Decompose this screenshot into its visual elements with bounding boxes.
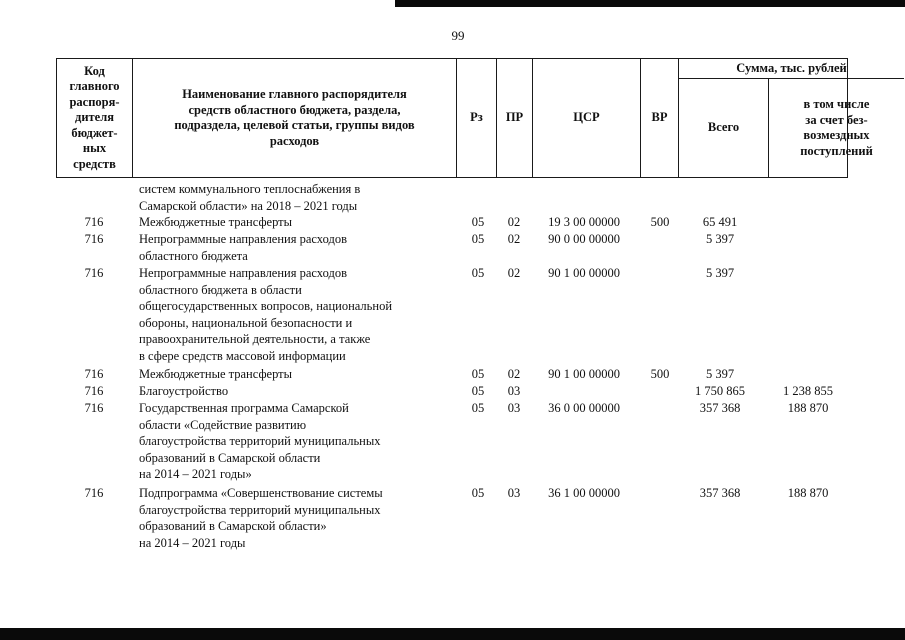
cell-total: 357 368 — [699, 401, 741, 415]
cell-gratuitous: 188 870 — [787, 401, 829, 415]
cell-total: 5 397 — [705, 367, 735, 381]
cell-rz: 05 — [471, 367, 485, 381]
cell-rz: 05 — [471, 266, 485, 280]
cell-code: 716 — [84, 486, 104, 500]
header-gratuitous: в том числе за счет без- возмездных поступлений — [800, 97, 873, 158]
header-name: Наименование главного распорядителя средств областного бюджета, раздела, подраздела, целевой статьи, группы видов расходов — [133, 59, 457, 177]
header-csr: ЦСР — [533, 59, 641, 177]
cell-csr: 90 1 00 00000 — [548, 266, 620, 280]
cell-rz: 05 — [471, 384, 485, 398]
cell-vr: 500 — [650, 215, 670, 229]
header-sum-title: Сумма, тыс. рублей — [679, 59, 904, 79]
cell-pr: 03 — [507, 384, 521, 398]
cell-name: Подпрограмма «Совершенствование системы благоустройства территорий муниципальных образований в Самарской области» на 2014 – 2021 годы — [139, 486, 383, 550]
cell-rz: 05 — [471, 232, 485, 246]
cell-pr: 02 — [507, 367, 521, 381]
cell-csr: 90 1 00 00000 — [548, 367, 620, 381]
header-pr: ПР — [497, 59, 533, 177]
cell-pr: 02 — [507, 266, 521, 280]
cell-code: 716 — [84, 384, 104, 398]
header-rz: Рз — [457, 59, 497, 177]
cell-pr: 02 — [507, 215, 521, 229]
cell-rz: 05 — [471, 486, 485, 500]
page-number: 99 — [451, 28, 465, 43]
cell-total: 357 368 — [699, 486, 741, 500]
cell-name: Межбюджетные трансферты — [139, 215, 293, 229]
cell-name: Благоустройство — [139, 384, 229, 398]
cell-vr: 500 — [650, 367, 670, 381]
continuation-text: систем коммунального теплоснабжения в Самарской области» на 2018 – 2021 годы — [139, 182, 361, 213]
cell-name: Непрограммные направления расходов областного бюджета в области общегосударственных вопросов, национальной обороны, национальной безопасности и правоохранительной деятельности, а также в сфере средств массовой информации — [139, 266, 393, 363]
cell-pr: 03 — [507, 401, 521, 415]
cell-total: 1 750 865 — [695, 384, 745, 398]
cell-total: 5 397 — [705, 232, 735, 246]
scan-bottom-border — [0, 628, 905, 640]
cell-rz: 05 — [471, 215, 485, 229]
cell-name: Межбюджетные трансферты — [139, 367, 293, 381]
cell-csr: 36 0 00 00000 — [548, 401, 620, 415]
cell-code: 716 — [84, 215, 104, 229]
cell-code: 716 — [84, 266, 104, 280]
cell-csr: 90 0 00 00000 — [548, 232, 620, 246]
cell-csr: 36 1 00 00000 — [548, 486, 620, 500]
cell-code: 716 — [84, 232, 104, 246]
cell-pr: 03 — [507, 486, 521, 500]
cell-gratuitous: 188 870 — [787, 486, 829, 500]
cell-name: Государственная программа Самарской области «Содействие развитию благоустройства территорий муниципальных образований в Самарской области на 2014 – 2021 годы» — [139, 401, 381, 481]
cell-gratuitous: 1 238 855 — [783, 384, 833, 398]
cell-code: 716 — [84, 401, 104, 415]
cell-rz: 05 — [471, 401, 485, 415]
cell-csr: 19 3 00 00000 — [548, 215, 620, 229]
cell-total: 5 397 — [705, 266, 735, 280]
cell-total: 65 491 — [702, 215, 738, 229]
header-vr: ВР — [641, 59, 679, 177]
cell-code: 716 — [84, 367, 104, 381]
header-code: Код главного распоря- дителя бюджет- ных средств — [57, 59, 133, 177]
header-total: Всего — [679, 79, 769, 177]
cell-pr: 02 — [507, 232, 521, 246]
cell-name: Непрограммные направления расходов областного бюджета — [139, 232, 347, 263]
